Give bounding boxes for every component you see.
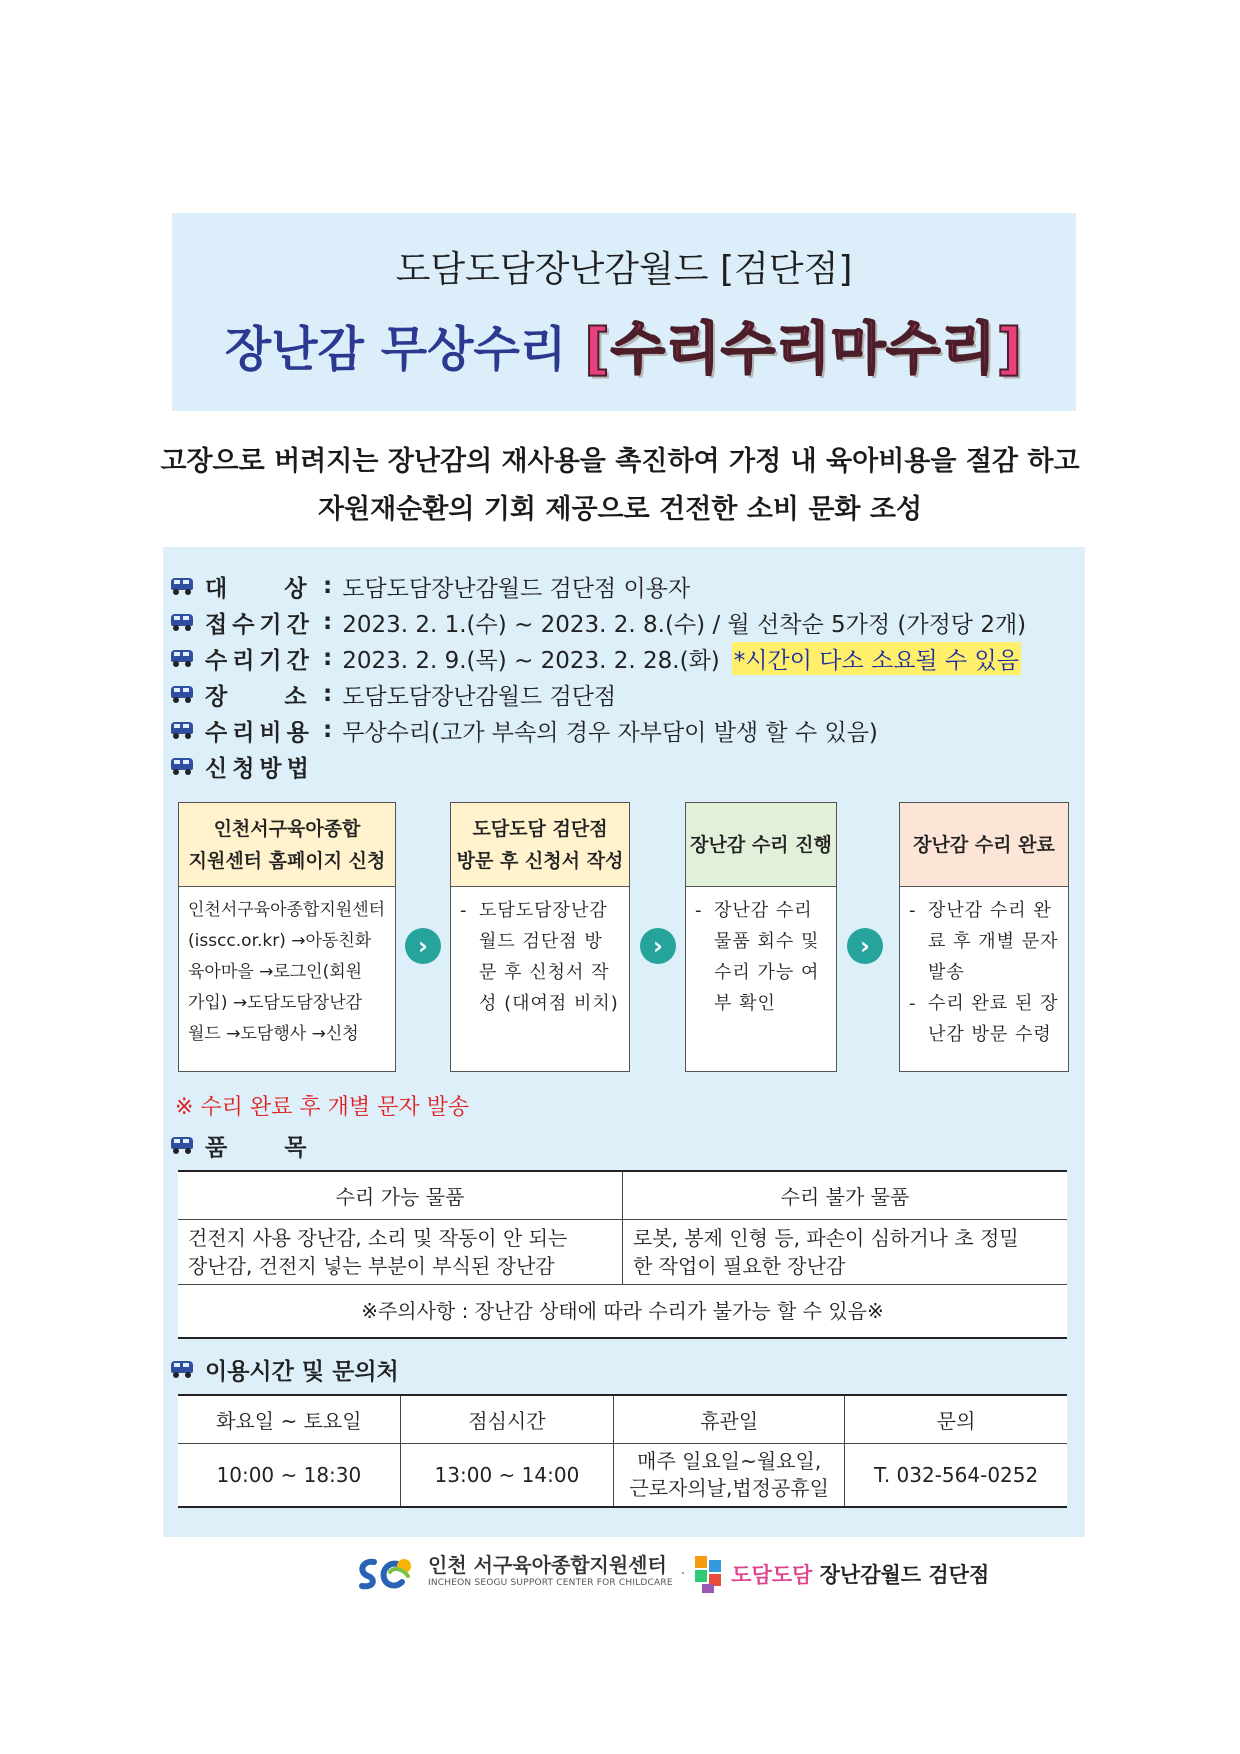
step-head-line: 장난감 수리 진행 <box>690 833 832 856</box>
chevron-right-icon: › <box>847 928 883 964</box>
table-header: 점심시간 <box>400 1395 613 1444</box>
table-row <box>178 1444 1067 1508</box>
info-row-target: 대 상 : 도담도담장난감월드 검단점 이용자 <box>171 569 690 603</box>
table-header: 문의 <box>845 1395 1067 1444</box>
intro-line-2: 자원재순환의 기회 제공으로 건전한 소비 문화 조성 <box>317 494 923 525</box>
operating-hours: 10:00 ~ 18:30 <box>178 1444 400 1508</box>
table-header: 수리 가능 물품 <box>178 1171 623 1220</box>
impossible-items-cell <box>623 1220 1068 1285</box>
bus-icon <box>171 757 193 775</box>
cell-line: 매주 일요일~월요일, <box>637 1449 822 1473</box>
step-body-item: 수리 완료 된 장난감 방문 수령 <box>928 993 1059 1045</box>
step-3-card <box>685 802 837 1072</box>
intro-text <box>150 438 1090 534</box>
step-body-item: 도담도담장난감 월드 검단점 방문 후 신청서 작성 (대여점 비치) <box>479 900 619 1014</box>
step-head-line: 도담도담 검단점 <box>472 817 608 840</box>
org-name-en: INCHEON SEOGU SUPPORT CENTER FOR CHILDCARE <box>428 1578 673 1588</box>
brand-mark: 도담도담 <box>731 1563 813 1587</box>
step-4-head <box>900 803 1068 887</box>
title-line-1: 도담도담장난감월드 [검단점] <box>395 249 853 290</box>
step-body-item: 장난감 수리 완료 후 개별 문자 발송 <box>928 900 1059 983</box>
hours-table <box>178 1394 1067 1508</box>
table-row <box>178 1220 1067 1285</box>
org-name <box>428 1553 673 1592</box>
items-label-row <box>171 1128 323 1162</box>
info-label: 수리비용 <box>205 719 314 746</box>
info-label: 대 상 <box>205 575 312 602</box>
footer-logos <box>354 1546 989 1602</box>
step-4-body: - 장난감 수리 완료 후 개별 문자 발송 - 수리 완료 된 장난감 방문 수령 <box>900 887 1068 1058</box>
step-head-line: 지원센터 홈페이지 신청 <box>188 849 386 872</box>
info-label: 장 소 <box>205 683 312 710</box>
info-row-method <box>171 749 323 783</box>
table-row <box>178 1285 1067 1339</box>
table-header: 휴관일 <box>614 1395 845 1444</box>
info-value: 2023. 2. 9.(목) ~ 2023. 2. 28.(화) <box>342 647 720 674</box>
step-2-card <box>450 802 630 1072</box>
step-body-line: 인천서구육아종합지원센터 <box>188 900 386 920</box>
intro-line-1: 고장으로 버려지는 장난감의 재사용을 촉진하여 가정 내 육아비용을 절감 하고 <box>160 446 1080 477</box>
step-body-line: 육아마을 →로그인(회원 <box>188 962 363 982</box>
info-row-cost: 수리비용 : 무상수리(고가 부속의 경우 자부담이 발생 할 수 있음) <box>171 713 878 747</box>
info-label: 신청방법 <box>205 755 314 782</box>
info-row-repair-period: 수리기간 : 2023. 2. 9.(목) ~ 2023. 2. 28.(화) *시간이 다소 소요될 수 있음 <box>171 641 1021 675</box>
step-head-line: 인천서구육아종합 <box>213 817 361 840</box>
step-body-line: (isscc.or.kr) →아동친화 <box>188 931 372 951</box>
cell-line: 로봇, 봉제 인형 등, 파손이 심하거나 초 정밀 <box>633 1226 1019 1250</box>
hours-label-row <box>171 1352 399 1386</box>
step-1-card <box>178 802 396 1072</box>
cell-line: 근로자의날,법정공휴일 <box>629 1476 829 1500</box>
info-value: 무상수리(고가 부속의 경우 자부담이 발생 할 수 있음) <box>342 719 878 746</box>
bus-icon <box>171 1136 193 1154</box>
table-header-row <box>178 1171 1067 1220</box>
info-row-place: 장 소 : 도담도담장난감월드 검단점 <box>171 677 616 711</box>
block-logo <box>693 1554 725 1594</box>
cell-line: 건전지 사용 장난감, 소리 및 작동이 안 되는 <box>188 1226 568 1250</box>
table-header: 화요일 ~ 토요일 <box>178 1395 400 1444</box>
info-label: 수리기간 <box>205 647 314 674</box>
table-header-row <box>178 1395 1067 1444</box>
caution-note: ※주의사항 : 장난감 상태에 따라 수리가 불가능 할 수 있음※ <box>178 1285 1067 1339</box>
bus-icon <box>171 577 193 595</box>
title-brand: [수리수리마수리] <box>584 317 1024 382</box>
step-3-head <box>686 803 836 887</box>
cell-line: 장난감, 건전지 넣는 부분이 부식된 장난감 <box>188 1254 555 1278</box>
step-body-item: 장난감 수리 물품 회수 및 수리 가능 여부 확인 <box>714 900 820 1014</box>
title-line-2 <box>172 305 1076 385</box>
info-value: 도담도담장난감월드 검단점 <box>342 683 617 710</box>
cell-line: 한 작업이 필요한 장난감 <box>633 1254 846 1278</box>
brand-label: 장난감월드 검단점 <box>819 1563 990 1587</box>
brand-name <box>731 1559 989 1589</box>
bus-icon <box>171 721 193 739</box>
bus-icon <box>171 649 193 667</box>
info-value: 2023. 2. 1.(수) ~ 2023. 2. 8.(수) / 월 선착순 5가정 (가정당 2개) <box>342 611 1027 638</box>
time-warning: *시간이 다소 소요될 수 있음 <box>732 642 1021 675</box>
items-label: 품 목 <box>205 1134 312 1161</box>
sc-logo <box>354 1552 420 1596</box>
step-3-body: - 장난감 수리 물품 회수 및 수리 가능 여부 확인 <box>686 887 836 1027</box>
info-row-reception: 접수기간 : 2023. 2. 1.(수) ~ 2023. 2. 8.(수) / 월 선착순 5가정 (가정당 2개) <box>171 605 1026 639</box>
separator: · <box>680 1566 686 1582</box>
step-body-line: 가입) →도담도담장난감 <box>188 993 363 1013</box>
hours-label: 이용시간 및 문의처 <box>205 1358 399 1385</box>
step-head-line: 방문 후 신청서 작성 <box>456 849 624 872</box>
step-2-body: - 도담도담장난감 월드 검단점 방문 후 신청서 작성 (대여점 비치) <box>451 887 629 1027</box>
chevron-right-icon: › <box>640 928 676 964</box>
title-main: 장난감 무상수리 <box>224 321 567 378</box>
bus-icon <box>171 1360 193 1378</box>
step-1-body <box>179 887 395 1058</box>
bus-icon <box>171 685 193 703</box>
chevron-right-icon: › <box>405 928 441 964</box>
table-header: 수리 불가 물품 <box>623 1171 1068 1220</box>
contact-phone: T. 032-564-0252 <box>845 1444 1067 1508</box>
bus-icon <box>171 613 193 631</box>
step-1-head <box>179 803 395 887</box>
items-table <box>178 1170 1067 1339</box>
info-value: 도담도담장난감월드 검단점 이용자 <box>342 575 691 602</box>
possible-items-cell <box>178 1220 623 1285</box>
step-4-card <box>899 802 1069 1072</box>
info-label: 접수기간 <box>205 611 314 638</box>
lunch-hours: 13:00 ~ 14:00 <box>400 1444 613 1508</box>
notice-text: ※ 수리 완료 후 개별 문자 발송 <box>175 1095 470 1120</box>
title-banner <box>172 213 1076 411</box>
step-head-line: 장난감 수리 완료 <box>913 833 1055 856</box>
org-name-ko: 인천 서구육아종합지원센터 <box>428 1553 667 1577</box>
step-body-line: 월드 →도담행사 →신청 <box>188 1024 359 1044</box>
step-2-head <box>451 803 629 887</box>
closed-days <box>614 1444 845 1508</box>
